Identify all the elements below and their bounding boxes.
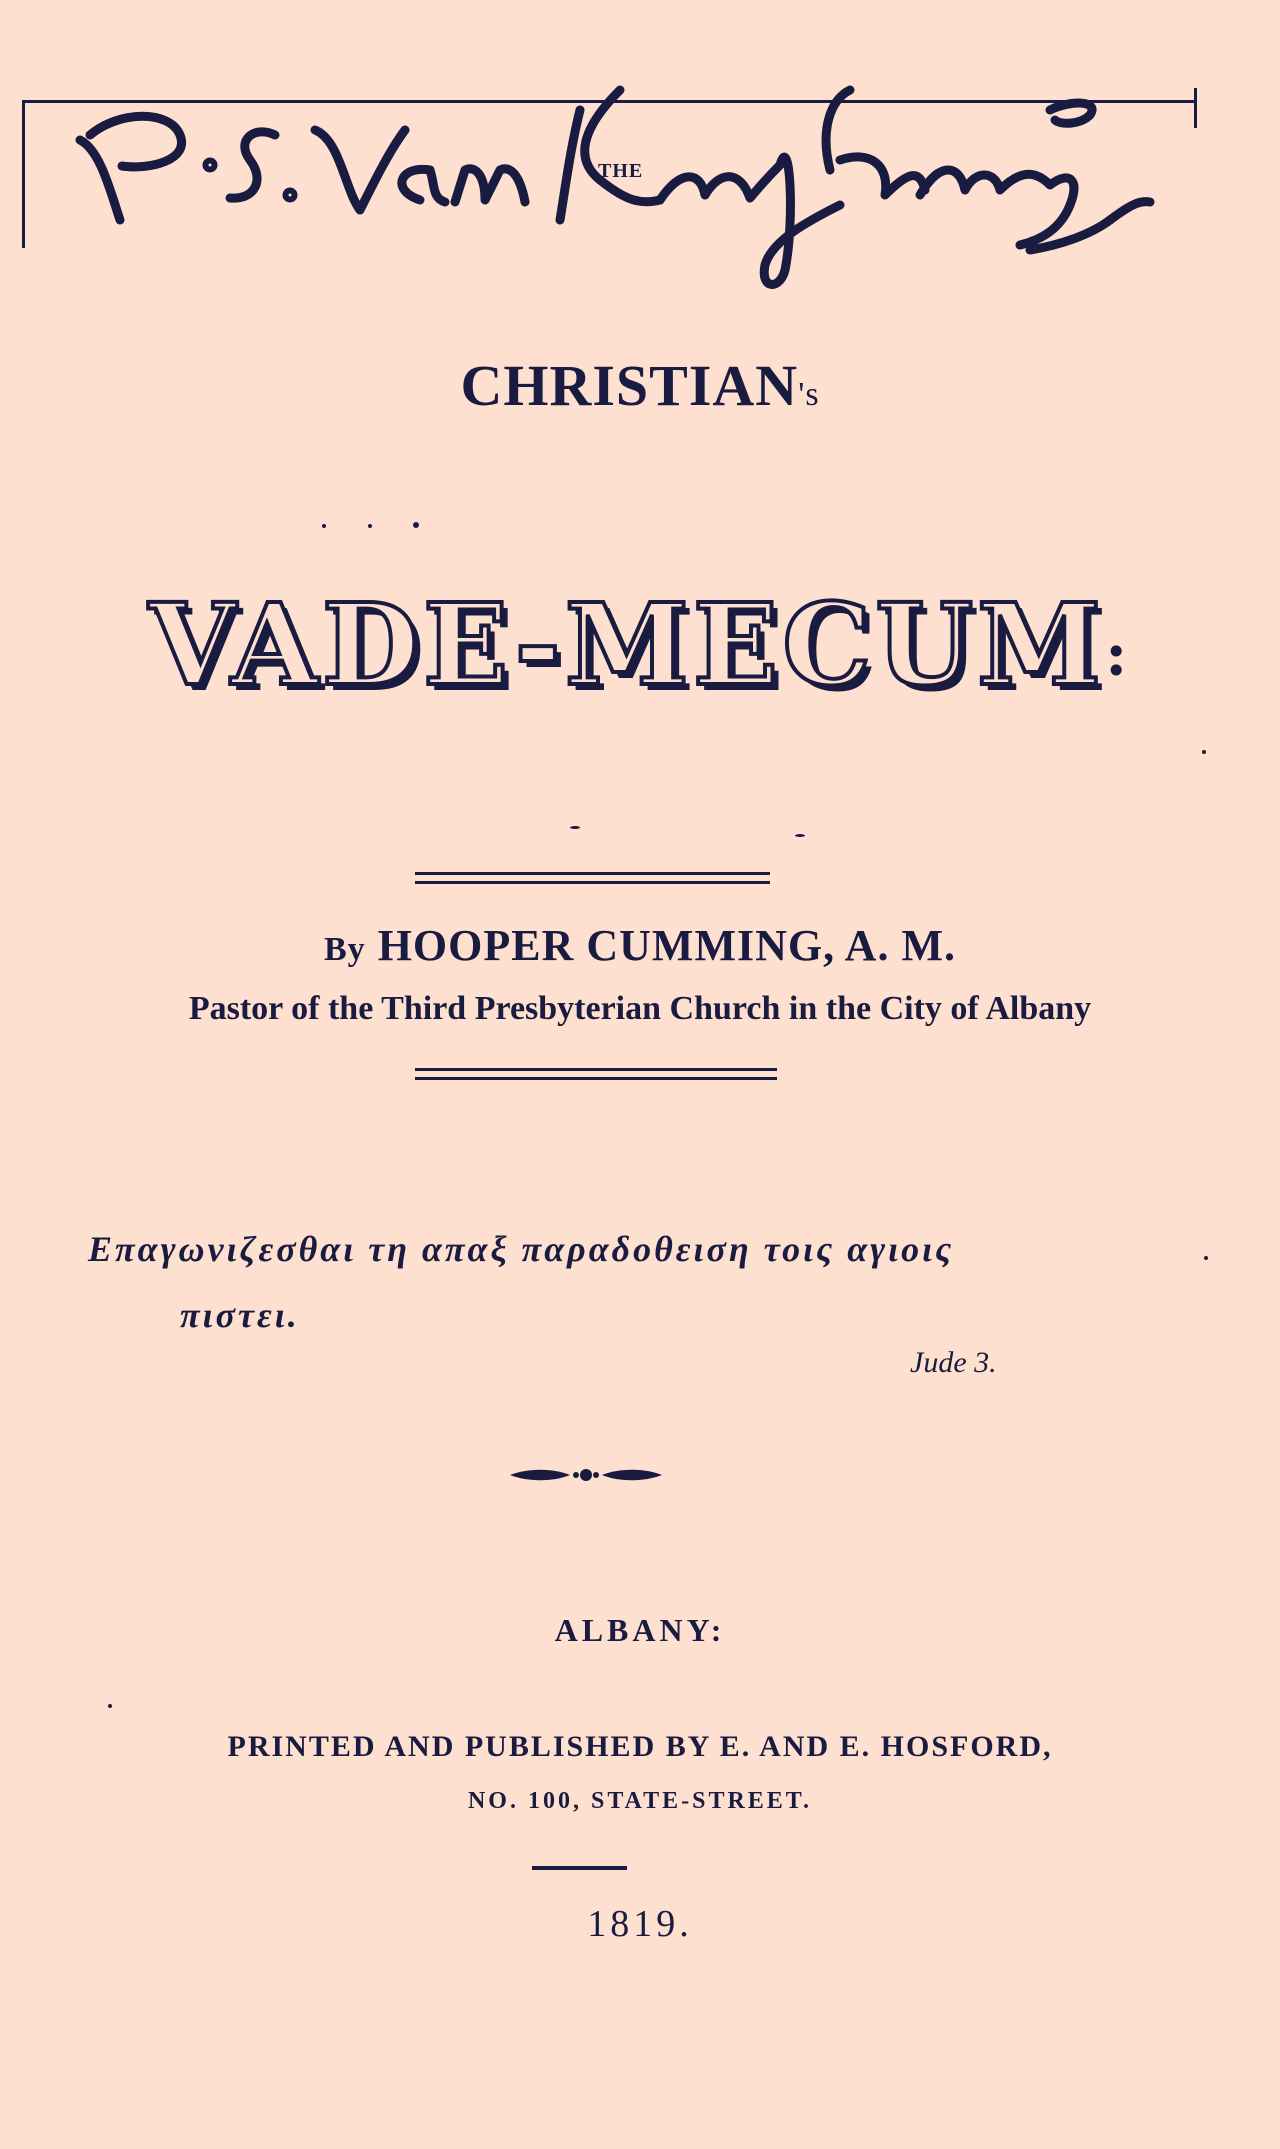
speck — [795, 834, 805, 837]
double-rule-bottom — [415, 1077, 777, 1080]
title-christians-suffix: 's — [798, 376, 820, 413]
author-name: HOOPER CUMMING, A. M. — [377, 921, 956, 970]
speck — [108, 1704, 112, 1708]
imprint-address: NO. 100, STATE-STREET. — [467, 1788, 813, 1814]
title-colon: : — [1105, 619, 1132, 690]
author-position: Pastor of the Third Presbyterian Church in the City of Albany — [188, 990, 1092, 1027]
epigraph-line-1: Επαγωνιζεσθαι τη απαξ παραδοθειση τοις αγιοις — [88, 1229, 955, 1269]
double-rule-top — [415, 872, 770, 875]
imprint-city: ALBANY: — [554, 1612, 726, 1648]
signature-frame-right — [1194, 88, 1197, 128]
imprint-year: 1819. — [587, 1903, 693, 1945]
speck — [368, 524, 372, 528]
speck — [570, 826, 580, 829]
epigraph-citation: Jude 3. — [910, 1346, 997, 1379]
title-vade-mecum-word: VADE-MECUM — [148, 580, 1106, 711]
speck — [413, 522, 419, 528]
speck — [1202, 750, 1206, 754]
ornament-divider — [508, 1460, 664, 1490]
title-vade-mecum — [0, 580, 1280, 711]
imprint-printer: PRINTED AND PUBLISHED BY E. AND E. HOSFORD, — [227, 1730, 1053, 1763]
title-christians — [0, 352, 1280, 419]
handwritten-signature — [60, 70, 1190, 310]
imprint-rule — [532, 1866, 627, 1870]
author-by: By — [324, 931, 366, 968]
epigraph-line-2: πιστει. — [180, 1295, 300, 1335]
speck — [322, 524, 326, 528]
title-christians-word: CHRISTIAN — [460, 353, 799, 418]
author-byline — [0, 920, 1280, 971]
title-the: THE — [598, 160, 644, 182]
double-rule-bottom — [415, 1068, 777, 1071]
signature-frame-left — [22, 100, 25, 248]
double-rule-top — [415, 881, 770, 884]
speck — [1204, 1256, 1208, 1260]
